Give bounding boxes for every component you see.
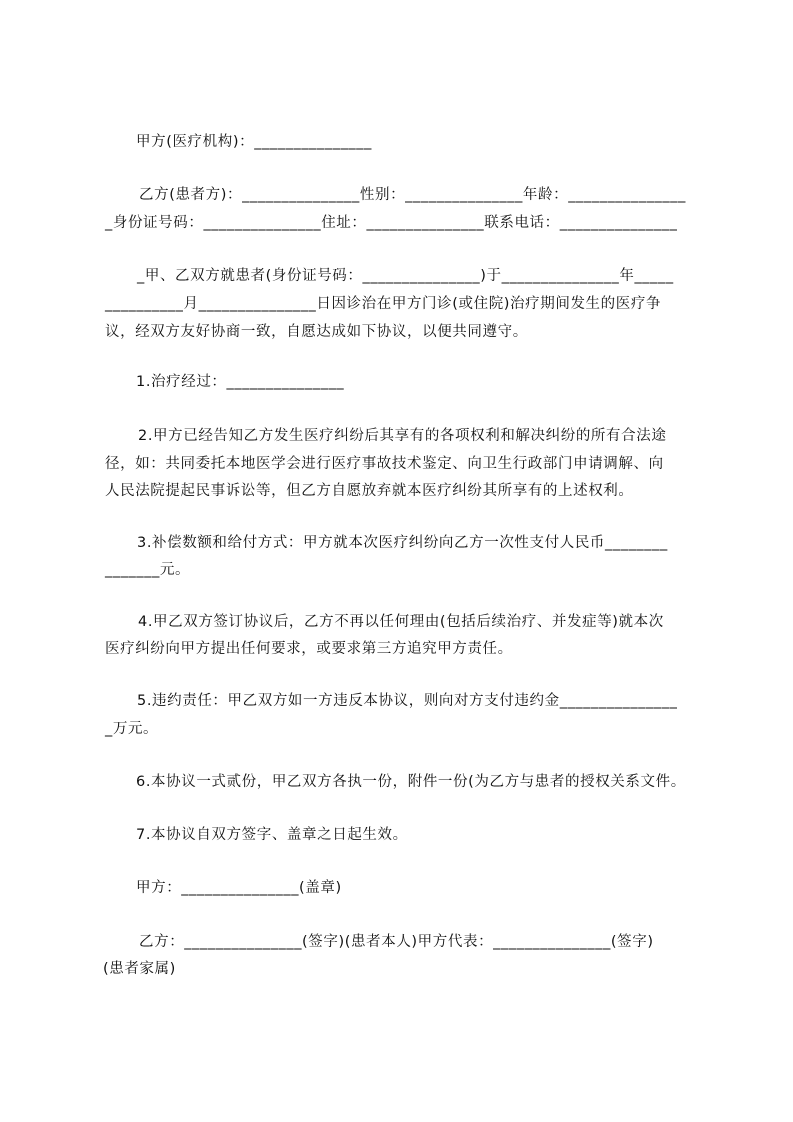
item-4-line1: 4.甲乙双方签订协议后，乙方不再以任何理由(包括后续治疗、并发症等)就本次 — [138, 614, 664, 630]
party-a-signature: 甲方：_______________(盖章) — [136, 880, 342, 896]
party-b-fields-line2: _身份证号码：_______________住址：_______________联系电话：_______________ — [105, 215, 678, 231]
item-5-line1: 5.违约责任：甲乙双方如一方违反本协议，则向对方支付违约金_______________ — [137, 693, 678, 709]
item-1-treatment: 1.治疗经过：_______________ — [136, 374, 345, 390]
item-7-effective: 7.本协议自双方签字、盖章之日起生效。 — [136, 827, 408, 843]
intro-line2: __________月_______________日因诊治在甲方门诊(或住院)治疗期间发生的医疗争 — [105, 296, 662, 312]
intro-line3: 议，经双方友好协商一致，自愿达成如下协议，以便共同遵守。 — [105, 324, 528, 340]
party-b-signature-line2: (患者家属) — [103, 961, 176, 977]
party-b-signature-line1: 乙方：_______________(签字)(患者本人)甲方代表：_______________(签字) — [139, 934, 654, 950]
intro-line1: _甲、乙双方就患者(身份证号码：_______________)于_______________年_____ — [137, 268, 674, 284]
item-4-line2: 医疗纠纷向甲方提出任何要求，或要求第三方追究甲方责任。 — [105, 641, 513, 657]
item-2-line2: 径，如：共同委托本地医学会进行医疗事故技术鉴定、向卫生行政部门申请调解、向 — [105, 456, 664, 472]
item-3-line2: _______元。 — [105, 562, 191, 578]
item-3-line1: 3.补偿数额和给付方式：甲方就本次医疗纠纷向乙方一次性支付人民币________ — [137, 535, 668, 551]
item-2-line3: 人民法院提起民事诉讼等，但乙方自愿放弃就本医疗纠纷其所享有的上述权利。 — [105, 483, 634, 499]
item-2-line1: 2.甲方已经告知乙方发生医疗纠纷后其享有的各项权利和解决纠纷的所有合法途 — [138, 428, 667, 444]
item-5-line2: _万元。 — [105, 721, 159, 737]
item-6-copies: 6.本协议一式贰份，甲乙双方各执一份，附件一份(为乙方与患者的授权关系文件。 — [136, 774, 686, 790]
party-a-field: 甲方(医疗机构)：_______________ — [136, 134, 372, 150]
party-b-fields-line1: 乙方(患者方)：_______________性别：_______________年龄：_______________ — [139, 187, 686, 203]
